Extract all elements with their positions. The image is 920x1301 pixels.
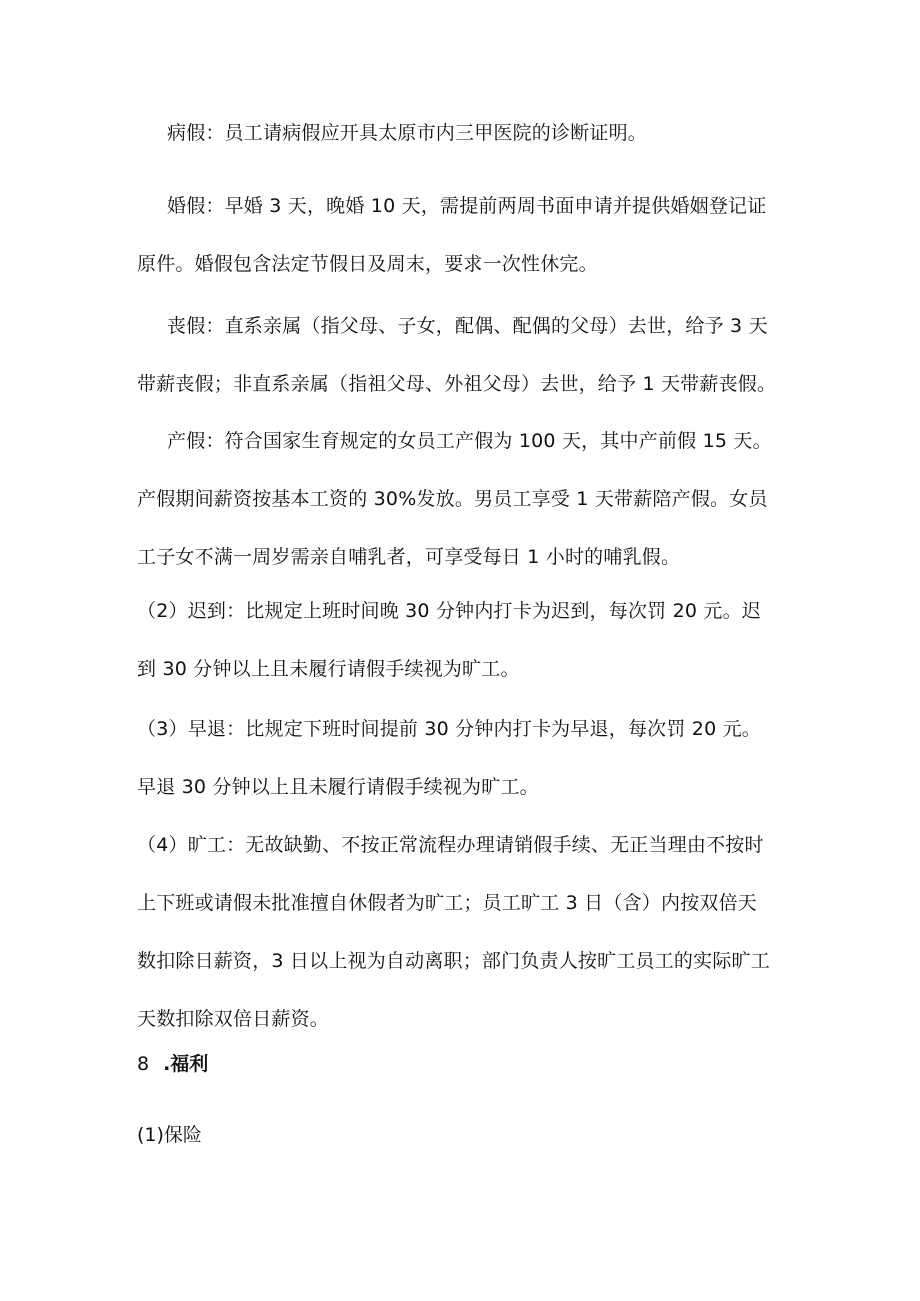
paragraph-line: 上下班或请假未批准擅自休假者为旷工；员工旷工 3 日（含）内按双倍天: [137, 892, 757, 914]
section-heading-welfare: [137, 1035, 208, 1093]
section-title: .福利: [163, 1053, 209, 1075]
paragraph-line: （4）旷工：无故缺勤、不按正常流程办理请销假手续、无正当理由不按时: [137, 834, 764, 856]
late-arrival-paragraph: [137, 582, 817, 698]
subsection-insurance: [137, 1106, 202, 1164]
maternity-leave-paragraph: [137, 412, 817, 586]
section-number: 8: [137, 1053, 150, 1075]
marriage-leave-paragraph: [137, 177, 817, 293]
paragraph-line: 产假期间薪资按基本工资的 30%发放。男员工享受 1 天带薪陪产假。女员: [137, 488, 768, 510]
paragraph-line: 早退 30 分钟以上且未履行请假手续视为旷工。: [137, 776, 539, 798]
paragraph-line: 工子女不满一周岁需亲自哺乳者，可享受每日 1 小时的哺乳假。: [137, 546, 681, 568]
paragraph-line: 病假：员工请病假应开具太原市内三甲医院的诊断证明。: [167, 122, 648, 144]
subsection-label: (1)保险: [137, 1124, 202, 1146]
early-leave-paragraph: [137, 700, 817, 816]
paragraph-line: 产假：符合国家生育规定的女员工产假为 100 天，其中产前假 15 天。: [167, 430, 772, 452]
paragraph-line: （3）早退：比规定下班时间提前 30 分钟内打卡为早退，每次罚 20 元。: [137, 718, 762, 740]
paragraph-line: 带薪丧假；非直系亲属（指祖父母、外祖父母）去世，给予 1 天带薪丧假。: [137, 373, 777, 395]
sick-leave-paragraph: [137, 104, 817, 162]
absenteeism-paragraph: [137, 816, 817, 1048]
paragraph-line: 数扣除日薪资，3 日以上视为自动离职；部门负责人按旷工员工的实际旷工: [137, 950, 770, 972]
paragraph-line: 原件。婚假包含法定节假日及周末，要求一次性休完。: [137, 253, 598, 275]
paragraph-line: 婚假：早婚 3 天，晚婚 10 天，需提前两周书面申请并提供婚姻登记证: [167, 195, 767, 217]
paragraph-line: 丧假：直系亲属（指父母、子女，配偶、配偶的父母）去世，给予 3 天: [167, 315, 768, 337]
paragraph-line: （2）迟到：比规定上班时间晚 30 分钟内打卡为迟到，每次罚 20 元。迟: [137, 600, 762, 622]
bereavement-leave-paragraph: [137, 297, 817, 413]
paragraph-line: 天数扣除双倍日薪资。: [137, 1008, 330, 1030]
paragraph-line: 到 30 分钟以上且未履行请假手续视为旷工。: [137, 658, 520, 680]
